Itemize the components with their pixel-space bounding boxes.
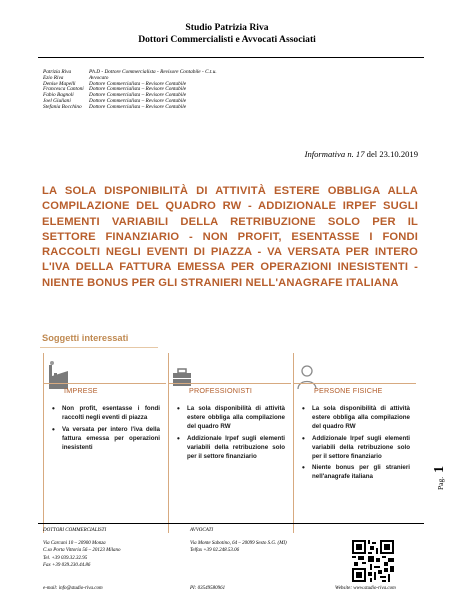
card-title: PERSONE FISICHE — [314, 386, 383, 395]
page-number-value: 1 — [432, 465, 447, 473]
page-number — [430, 466, 448, 490]
staff-row — [43, 105, 289, 111]
footer-left — [43, 527, 121, 569]
card-list — [312, 405, 410, 485]
informativa-date-prefix: del — [366, 149, 378, 159]
staff-name: Patrizia Riva — [43, 69, 72, 75]
section-title: Soggetti interessati — [42, 333, 129, 343]
staff-name: Stefania Bocchino — [43, 103, 82, 110]
footer-right-heading: AVVOCATI — [190, 528, 214, 533]
staff-name: Fabio Bagnoli — [43, 92, 74, 99]
informativa-date: 23.10.2019 — [379, 149, 418, 159]
firm-header — [0, 22, 454, 46]
list-item: • Addizionale Irpef sugli elementi variabili della retribuzione solo per il settore finanziario — [187, 435, 285, 462]
staff-role: Avvocato — [89, 74, 109, 81]
footer-address-line: C.so Porta Vittoria 56 – 20123 Milano — [43, 548, 121, 554]
list-item: • Non profit, esentasse i fondi raccolti negli eventi di piazza — [62, 405, 160, 423]
informativa-number: 17 — [355, 149, 365, 159]
footer-divider — [38, 523, 424, 524]
firm-name: Studio Patrizia Riva — [185, 22, 269, 33]
staff-role: Dottore Commercialista – Revisore Contabile — [89, 80, 187, 87]
card-title: PROFESSIONISTI — [189, 386, 253, 395]
footer-website[interactable]: Website: www.studio-riva.com — [335, 586, 396, 591]
staff-role: Dottore Commercialista – Revisore Contabile — [89, 103, 187, 110]
staff-role: Dottore Commercialista – Revisore Contabile — [89, 86, 187, 93]
staff-list — [43, 70, 289, 111]
staff-role: Ph.D - Dottore Commercialista - Revisore Contabile - C.t.u. — [89, 69, 217, 75]
list-item: • La sola disponibilità di attività estere obbliga alla compilazione del quadro RW — [187, 405, 285, 432]
card-professionisti — [168, 353, 291, 533]
card-persone-fisiche — [293, 353, 416, 533]
page-label: Pag. — [436, 476, 445, 490]
card-title: IMPRESE — [64, 386, 98, 395]
staff-name: Francesca Cantoni — [43, 86, 84, 93]
footer-phone: Tel. +39 039.32.32.95 — [43, 555, 88, 561]
footer-right — [190, 527, 287, 555]
firm-subtitle: Dottori Commercialisti e Avvocati Associati — [138, 34, 316, 45]
card-title-bar — [44, 383, 166, 394]
header-divider — [38, 57, 424, 58]
staff-name: Denise Mapelli — [43, 80, 76, 87]
staff-role: Dottore Commercialista – Revisore Contabile — [89, 97, 187, 104]
qr-code-icon — [352, 540, 394, 582]
footer-email[interactable]: e-mail: info@studio-riva.com — [43, 586, 103, 591]
staff-name: Ezio Riva — [43, 74, 64, 81]
headline: LA SOLA DISPONIBILITÀ DI ATTIVITÀ ESTERE OBBLIGA ALLA COMPILAZIONE DEL QUADRO RW - ADDIZIONALE IRPEF SUGLI ELEMENTI VARIABILI DELLA RETRIBUZIONE SOLO PER IL SETTORE FINANZIARIO - NON PROFIT, ESENTASSE I FONDI RACCOLTI NEGLI EVENTI DI PIAZZA - VA VERSATA PER INTERO L'IVA DELLA FATTURA EMESSA PER OPERAZIONI INESISTENTI - NIENTE BONUS PER GLI STRANIERI NELL'ANAGRAFE ITALIANA — [42, 185, 418, 289]
informativa-reference — [305, 149, 418, 159]
card-imprese — [43, 353, 166, 533]
card-list — [62, 405, 160, 456]
footer-address-line: Via Monte Sabotino, 64 – 20099 Sesto S.G. (MI) — [190, 541, 287, 547]
staff-role: Dottore Commercialista – Revisore Contabile — [89, 92, 187, 99]
list-item: • Niente bonus per gli stranieri nell'anagrafe italiana — [312, 464, 410, 482]
staff-name: Joel Giuliani — [43, 97, 71, 104]
list-item: • Addizionale Irpef sugli elementi variabili della retribuzione solo per il settore finanziario — [312, 435, 410, 462]
footer-vat: PI: 03549580961 — [190, 586, 226, 591]
footer-left-heading: DOTTORI COMMERCIALISTI — [43, 528, 107, 533]
footer-telfax: Telfax +39 02.248.53.06 — [190, 548, 240, 554]
section-divider — [40, 347, 158, 348]
footer-fax: Fax +39 039.230.44.86 — [43, 562, 91, 568]
footer-address-line: Via Carcani 10 – 20900 Monza — [43, 541, 106, 547]
list-item: • La sola disponibilità di attività estere obbliga alla compilazione del quadro RW — [312, 405, 410, 432]
card-list — [187, 405, 285, 464]
informativa-prefix: Informativa n. — [304, 149, 354, 159]
list-item: • Va versata per intero l'iva della fattura emessa per operazioni inesistenti — [62, 426, 160, 453]
